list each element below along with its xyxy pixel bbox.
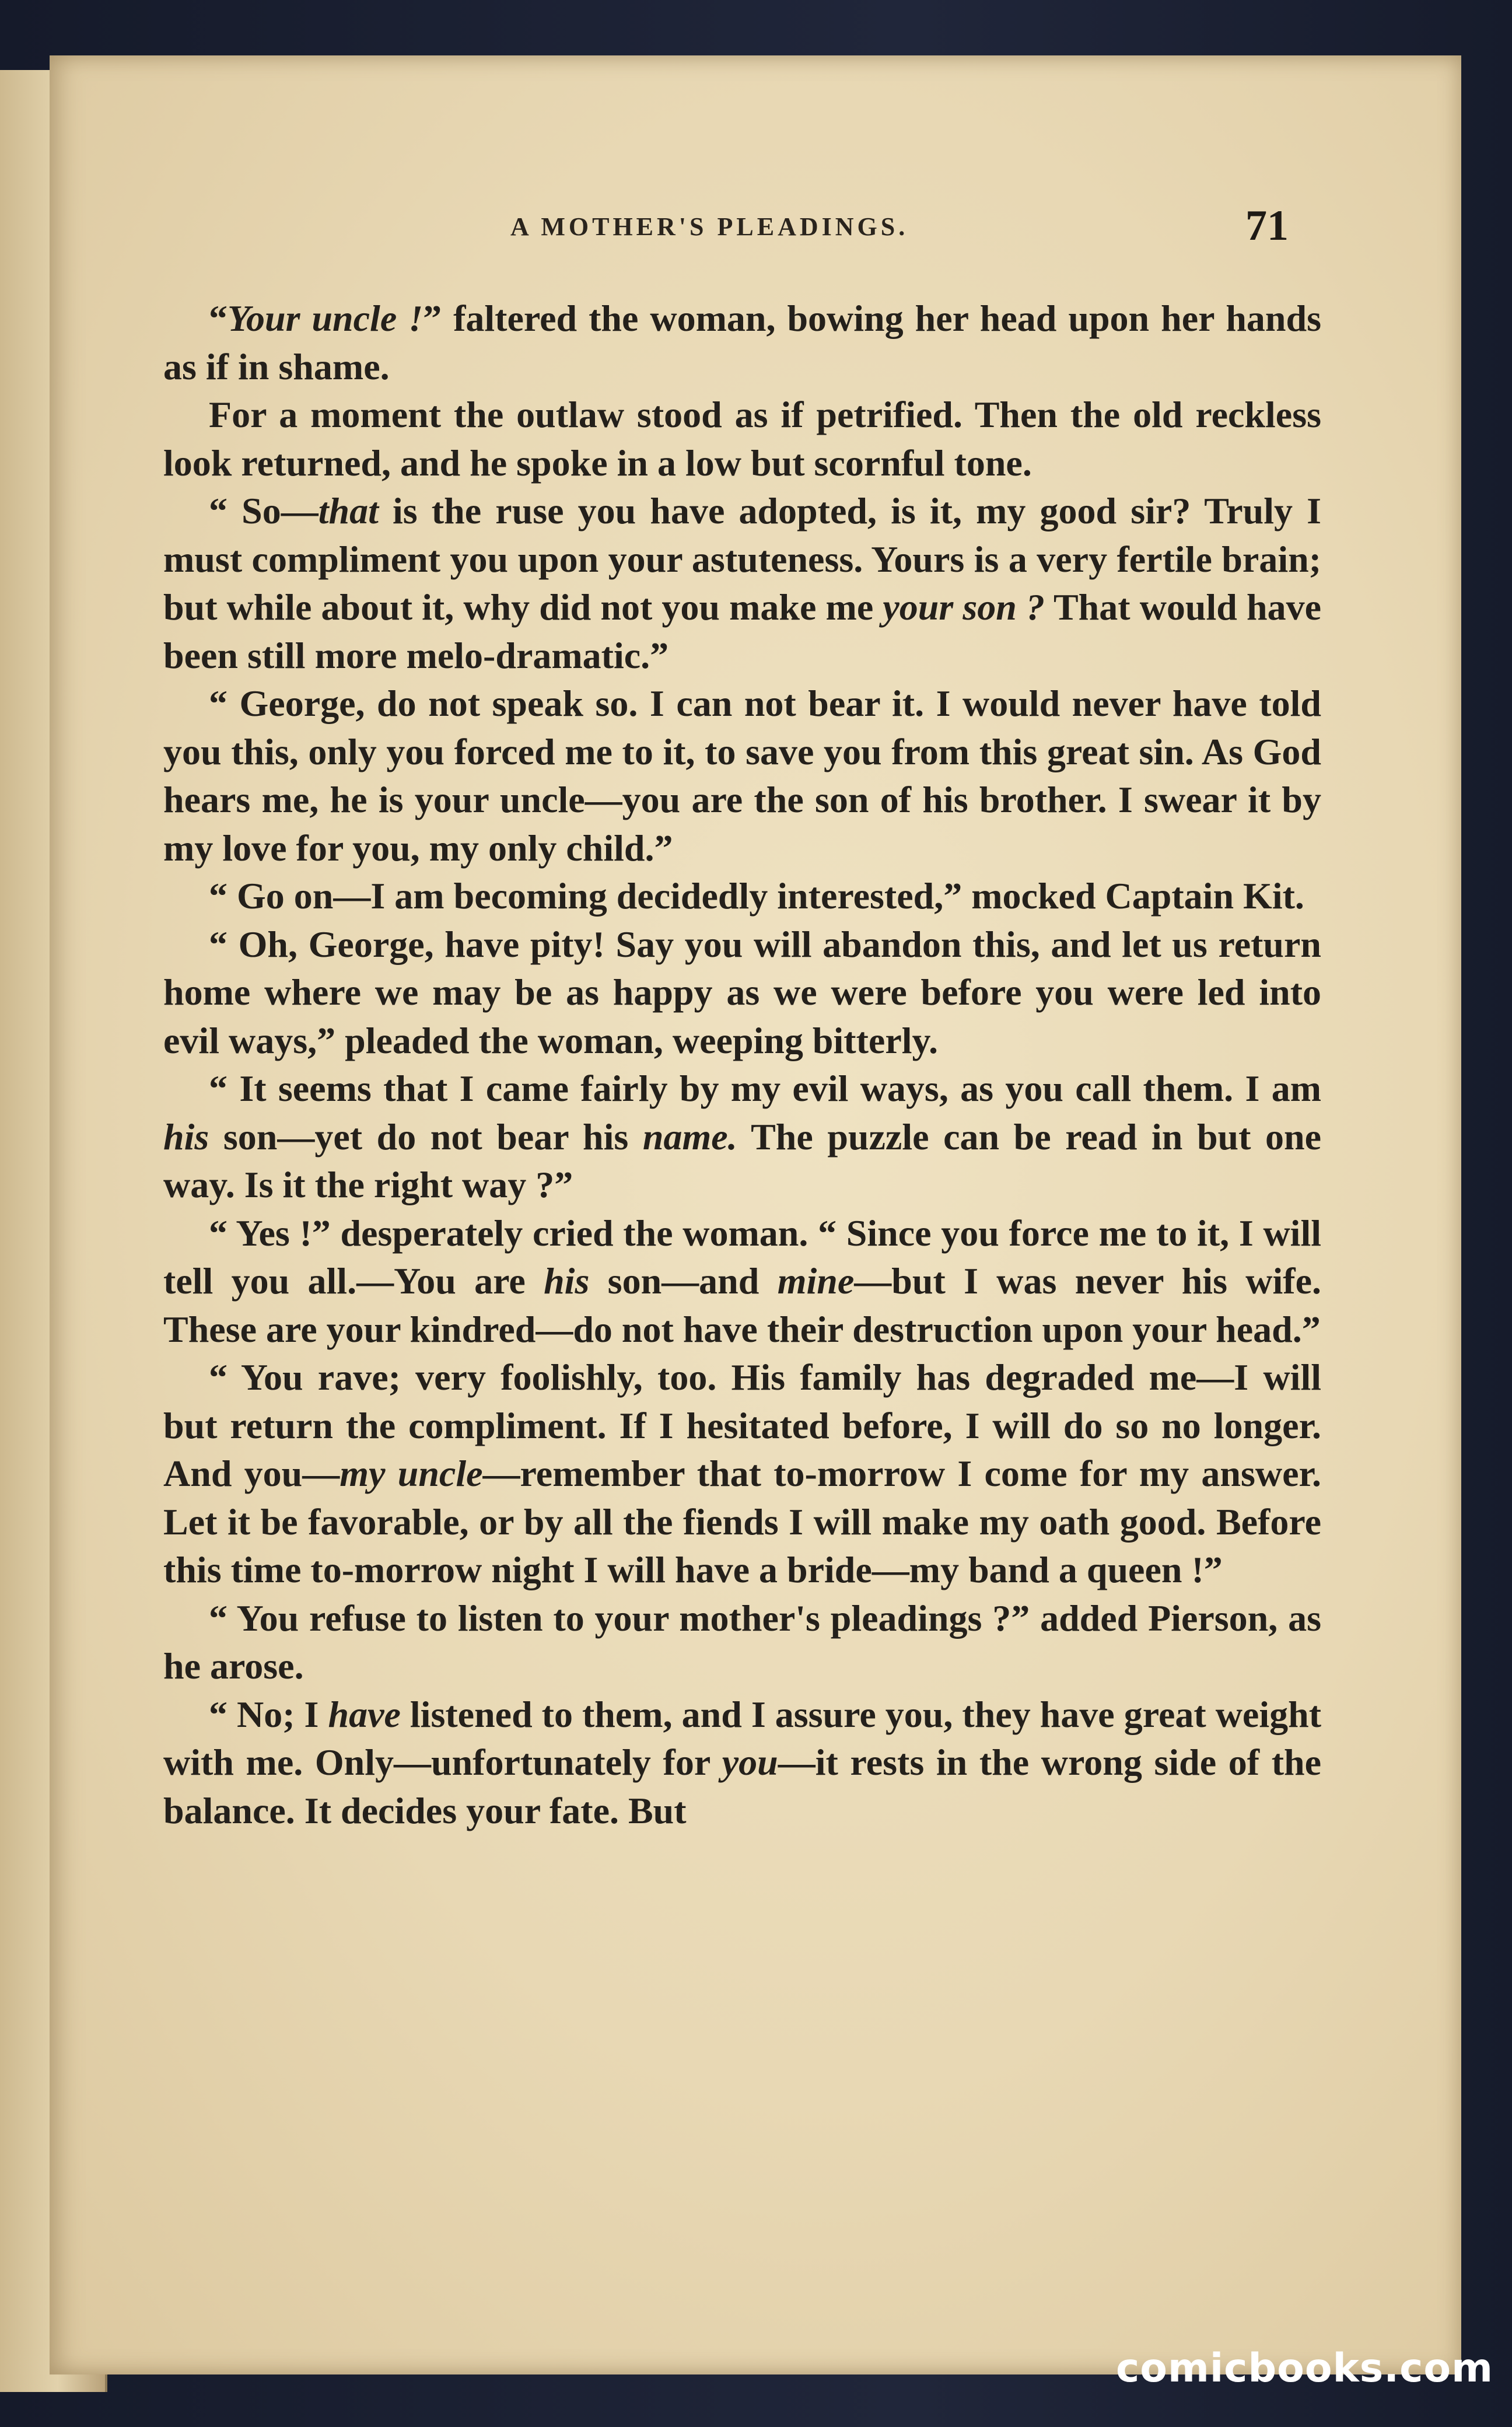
paragraph: “ You rave; very foolishly, too. His family has degraded me—I will but return the compliment. If I hesitated before, I will do so no longer. And you—my uncle—remember that to-morrow I come for my answer. Let it be favorable, or by all the fiends I will make my oath good. Before this time to-morrow night I will have a bride—my band a queen !” — [163, 1356, 1322, 1590]
paragraph: “ So—that is the ruse you have adopted, is it, my good sir? Truly I must compliment you upon your astuteness. Yours is a very fertile brain; but while about it, why did not you make me your son ? That would have been still more melo-dramatic.” — [163, 490, 1322, 676]
paragraph: “ It seems that I came fairly by my evil ways, as you call them. I am his son—yet do not bear his name. The puzzle can be read in but one way. Is it the right way ?” — [163, 1068, 1322, 1205]
text-body — [163, 295, 1321, 1835]
running-head: A MOTHER'S PLEADINGS. — [510, 212, 909, 241]
watermark: comicbooks.com — [1115, 2345, 1493, 2391]
paragraph: “ You refuse to listen to your mother's pleadings ?” added Pierson, as he arose. — [163, 1597, 1321, 1687]
paragraph: “ Oh, George, have pity! Say you will abandon this, and let us return home where we may be as happy as we were before you were led into evil ways,” pleaded the woman, weeping bitterly. — [163, 923, 1321, 1061]
book-page — [50, 55, 1461, 2374]
paragraph: “Your uncle !” faltered the woman, bowing her head upon her hands as if in shame. — [163, 298, 1322, 387]
paragraph: “ No; I have listened to them, and I assure you, they have great weight with me. Only—unfortunately for you—it rests in the wrong side of the balance. It decides your fate. But — [163, 1693, 1322, 1831]
paragraph: “ George, do not speak so. I can not bear it. I would never have told you this, only you forced me to it, to save you from this great sin. As God hears me, he is your uncle—you are the son of his brother. I swear it by my love for you, my only child.” — [163, 683, 1321, 869]
paragraph: For a moment the outlaw stood as if petrified. Then the old reckless look returned, and he spoke in a low but scornful tone. — [163, 394, 1321, 484]
paragraph: “ Yes !” desperately cried the woman. “ Since you force me to it, I will tell you all.—You are his son—and mine—but I was never his wife. These are your kindred—do not have their destruction upon your head.” — [163, 1212, 1322, 1350]
paragraph: “ Go on—I am becoming decidedly interested,” mocked Captain Kit. — [209, 875, 1304, 917]
page-number: 71 — [1245, 202, 1289, 250]
